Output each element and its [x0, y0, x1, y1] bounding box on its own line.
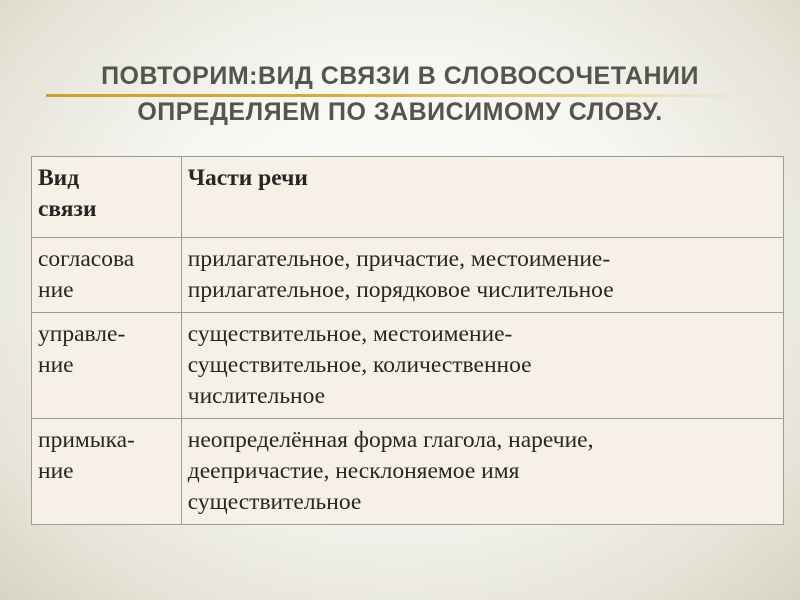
table-row — [32, 313, 784, 419]
cell-parts-line: существительное, местоимение- — [187, 321, 513, 347]
cell-connection-type — [32, 238, 182, 313]
slide-title-line-1: ПОВТОРИМ:ВИД СВЯЗИ В СЛОВОСОЧЕТАНИИ — [101, 62, 699, 90]
cell-parts-of-speech — [181, 238, 783, 313]
header-connection-type-line-2: связи — [38, 196, 97, 222]
cell-parts-line: прилагательное, причастие, местоимение- — [187, 246, 611, 272]
cell-parts-line: прилагательное, порядковое числительное — [187, 277, 614, 303]
cell-type-line: ние — [38, 277, 74, 303]
table-row — [32, 419, 784, 525]
cell-parts-line: неопределённая форма глагола, наречие, — [187, 427, 594, 453]
cell-parts-line: существительное — [187, 489, 362, 515]
cell-parts-line: числительное — [187, 383, 326, 409]
cell-parts-line: деепричастие, несклоняемое имя — [187, 458, 520, 484]
header-parts-of-speech: Части речи — [181, 157, 783, 238]
header-connection-type — [32, 157, 182, 238]
connection-types-table — [31, 156, 784, 525]
cell-parts-line: существительное, количественное — [187, 352, 532, 378]
slide-title-line-2: ОПРЕДЕЛЯЕМ ПО ЗАВИСИМОМУ СЛОВУ. — [137, 98, 663, 126]
header-connection-type-line-1: Вид — [38, 165, 80, 191]
cell-type-line: согласова — [38, 246, 135, 272]
cell-type-line: примыка- — [38, 427, 135, 453]
table-header-row — [32, 157, 784, 238]
cell-connection-type — [32, 419, 182, 525]
table-row — [32, 238, 784, 313]
cell-parts-of-speech — [181, 313, 783, 419]
cell-type-line: управле- — [38, 321, 126, 347]
cell-connection-type — [32, 313, 182, 419]
cell-type-line: ние — [38, 458, 74, 484]
cell-parts-of-speech — [181, 419, 783, 525]
title-accent-bar — [46, 94, 756, 97]
cell-type-line: ние — [38, 352, 74, 378]
